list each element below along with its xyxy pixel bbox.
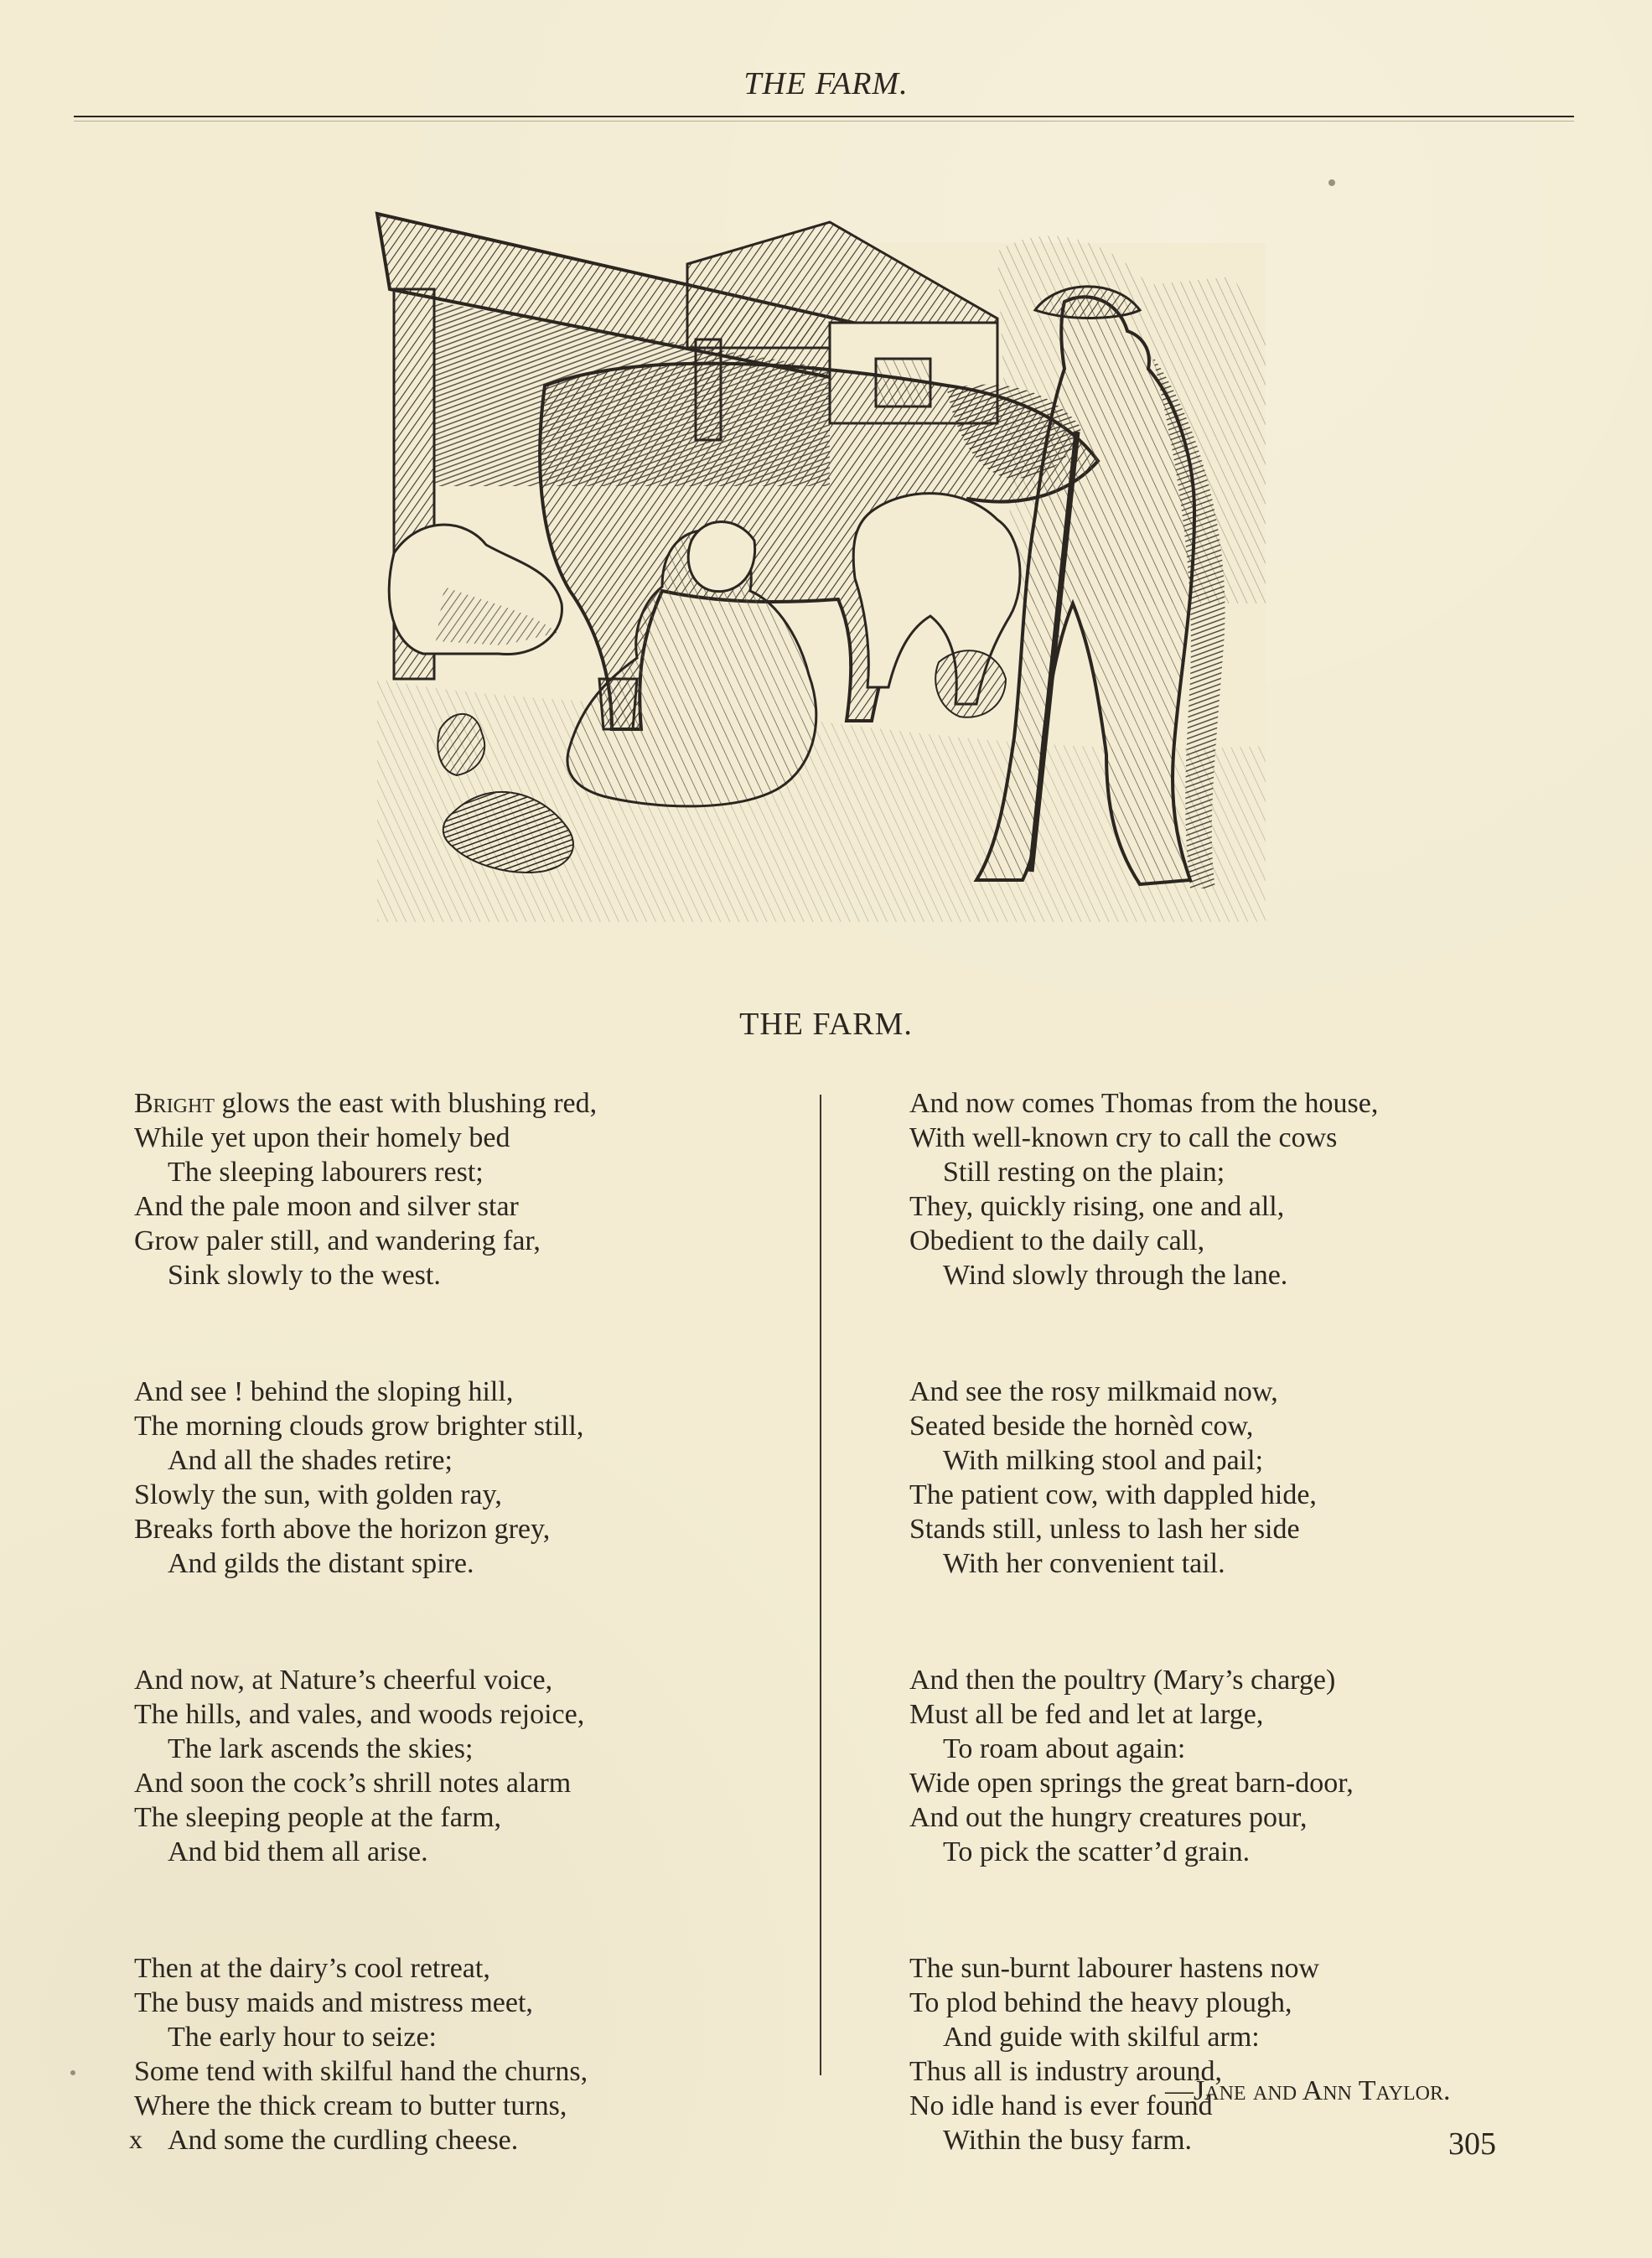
poem-line: The lark ascends the skies; [168, 1733, 474, 1764]
poem-line: To roam about again: [943, 1733, 1186, 1764]
poem-line: Some tend with skilful hand the churns, [134, 2056, 588, 2087]
poem-line: The busy maids and mistress meet, [134, 1987, 533, 2018]
poem-line: The sun-burnt labourer hastens now [909, 1953, 1320, 1984]
left-poem-column [134, 1086, 813, 2240]
poem-title: THE FARM. [739, 1007, 913, 1042]
poem-line: To pick the scatter’d grain. [943, 1836, 1251, 1867]
poem-line: The sleeping labourers rest; [168, 1157, 484, 1188]
poem-line: While yet upon their homely bed [134, 1122, 510, 1153]
poem-line: Still resting on the plain; [943, 1157, 1225, 1188]
milkmaid-head [688, 522, 754, 592]
pail [599, 679, 637, 729]
poem-line: To plod behind the heavy plough, [909, 1987, 1292, 2018]
page-number: 305 [1448, 2126, 1496, 2162]
poem-line: With milking stool and pail; [943, 1445, 1264, 1476]
stanza [134, 1663, 813, 1869]
ink-speck [1328, 179, 1335, 186]
opening-word: Bright [134, 1088, 215, 1119]
poem-line: The early hour to seize: [168, 2022, 437, 2053]
running-title: THE FARM. [743, 66, 909, 101]
poem-line: Wind slowly through the lane. [943, 1260, 1288, 1291]
farm-engraving [360, 210, 1282, 930]
poem-line: They, quickly rising, one and all, [909, 1191, 1285, 1222]
poem-line: Obedient to the daily call, [909, 1225, 1205, 1256]
poem-line: And guide with skilful arm: [943, 2022, 1260, 2053]
poem-line: Must all be fed and let at large, [909, 1699, 1264, 1730]
poem-line: The hills, and vales, and woods rejoice, [134, 1699, 585, 1730]
poem-line: And all the shades retire; [168, 1445, 453, 1476]
poem-author: —Jane and Ann Taylor. [1165, 2075, 1451, 2106]
poem-line: Sink slowly to the west. [168, 1260, 441, 1291]
poem-line: And then the poultry (Mary’s charge) [909, 1665, 1336, 1696]
column-divider [820, 1095, 821, 2075]
stanza [909, 1375, 1588, 1581]
stanza [909, 1086, 1588, 1292]
signature-mark: x [129, 2124, 142, 2154]
farm-illustration [360, 210, 1282, 930]
poem-line: The morning clouds grow brighter still, [134, 1411, 584, 1442]
poem-line: Wide open springs the great barn-door, [909, 1768, 1354, 1799]
poem-line: And out the hungry creatures pour, [909, 1802, 1308, 1833]
poem-line: The patient cow, with dappled hide, [909, 1479, 1317, 1510]
poem-line: The sleeping people at the farm, [134, 1802, 502, 1833]
poem-line: No idle hand is ever found [909, 2090, 1213, 2121]
poem-line: And bid them all arise. [168, 1836, 428, 1867]
stanza [134, 1375, 813, 1581]
poem-line: Seated beside the hornèd cow, [909, 1411, 1254, 1442]
poem-line: With her convenient tail. [943, 1548, 1225, 1579]
poem-line: Where the thick cream to butter turns, [134, 2090, 567, 2121]
poem-line: Slowly the sun, with golden ray, [134, 1479, 502, 1510]
poem-line: And soon the cock’s shrill notes alarm [134, 1768, 572, 1799]
poem-line: And the pale moon and silver star [134, 1191, 519, 1222]
poem-line: Within the busy farm. [943, 2125, 1193, 2156]
poem-line: Breaks forth above the horizon grey, [134, 1514, 551, 1545]
poem-line: And see the rosy milkmaid now, [909, 1376, 1278, 1407]
stanza [909, 1663, 1588, 1869]
poem-line: And now, at Nature’s cheerful voice, [134, 1665, 553, 1696]
poem-line: With well-known cry to call the cows [909, 1122, 1338, 1153]
poem-line: And some the curdling cheese. [168, 2125, 519, 2156]
right-poem-column [909, 1086, 1588, 2240]
poem-line [134, 1086, 813, 1121]
poem-line: And now comes Thomas from the house, [909, 1088, 1379, 1119]
poem-line: And gilds the distant spire. [168, 1548, 474, 1579]
poem-line: Stands still, unless to lash her side [909, 1514, 1300, 1545]
stanza [134, 1951, 813, 2157]
poem-line: Thus all is industry around, [909, 2056, 1223, 2087]
poem-line: And see ! behind the sloping hill, [134, 1376, 514, 1407]
stanza [134, 1086, 813, 1292]
poem-line: Grow paler still, and wandering far, [134, 1225, 541, 1256]
ink-speck [70, 2070, 75, 2075]
line-text: glows the east with blushing red, [215, 1088, 598, 1119]
header-rule [74, 116, 1574, 117]
poem-line: Then at the dairy’s cool retreat, [134, 1953, 490, 1984]
